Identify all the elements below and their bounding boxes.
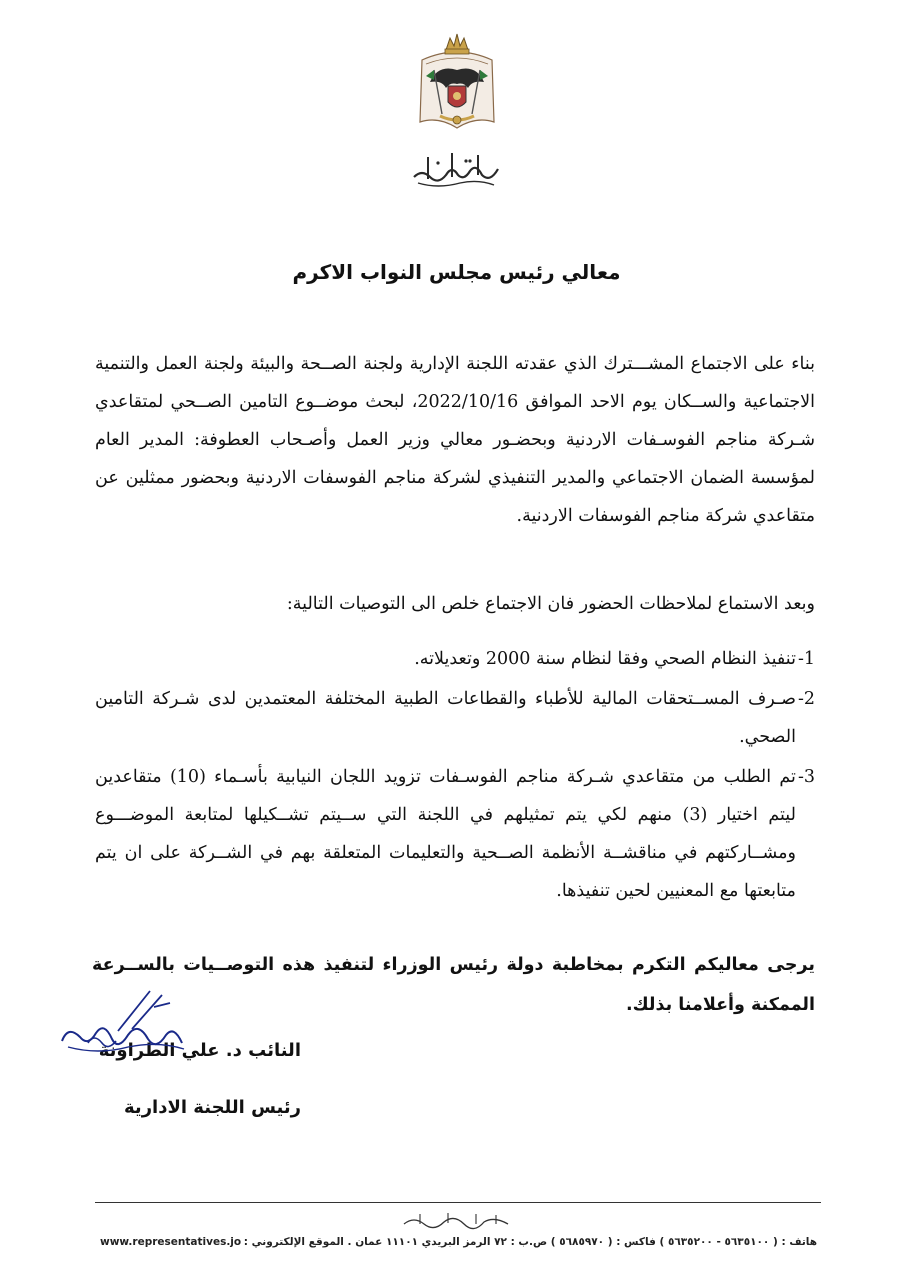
recommendations-list <box>95 640 815 912</box>
salutation-heading: معالي رئيس مجلس النواب الاكرم <box>292 260 621 284</box>
recommendation-text: صـرف المســتحقات المالية للأطباء والقطاعات الطبية المختلفة المعتمدين لدى شـركة التامين الصحي. <box>95 689 796 747</box>
recommendation-text: تنفيذ النظام الصحي وفقا لنظام سنة 2000 وتعديلاته. <box>414 649 796 669</box>
footer-divider <box>95 1202 821 1203</box>
recommendation-number: 1- <box>797 649 815 669</box>
recommendation-number: 3- <box>797 767 815 787</box>
recommendation-item <box>95 758 815 910</box>
footer-contact-details: هاتف : ( ٥٦٣٥١٠٠ - ٥٦٣٥٢٠٠ ) فاكس : ( ٥٦٨٥٩٧٠ ) ص.ب : ٧٢ الرمز البريدي ١١١٠١ عمان . الموقع الإلكتروني : <box>243 1236 817 1248</box>
footer-org-calligraphy <box>400 1210 512 1230</box>
handwritten-signature <box>58 985 188 1070</box>
house-of-representatives-calligraphy-logo <box>408 143 504 191</box>
recommendation-item <box>95 640 815 678</box>
recommendation-text: تم الطلب من متقاعدي شـركة مناجم الفوسـفات تزويد اللجان النيابية بأسـماء (10) متقاعدين ليتم اختيار (3) منهم لكي يتم تمثيلهم في اللجنة التي ســيتم تشــكيلها لمتابعة الموضـــوع ومشــاركتهم في مناقشــة الأنظمة الصــحية والتعليمات المتعلقة بهم في الشــركة على ان يتم متابعتها مع المعنيين لحين تنفيذها. <box>95 767 796 901</box>
recommendation-number: 2- <box>797 689 815 709</box>
footer-contact-line <box>100 1236 817 1254</box>
intro-paragraph: بناء على الاجتماع المشـــترك الذي عقدته اللجنة الإدارية ولجنة الصــحة والبيئة ولجنة العمل والتنمية الاجتماعية والســكان يوم الاحد الموافق 2022/10/16، لبحث موضــوع التامين الصــحي لمتقاعدي شـركة مناجم الفوسـفات الاردنية وبحضـور معالي وزير العمل وأصـحاب العطوفة: المدير العام لمؤسسة الضمان الاجتماعي والمدير التنفيذي لشركة مناجم الفوسفات الاردنية وبحضور ممثلين عن متقاعدي شركة مناجم الفوسفات الاردنية. <box>95 354 815 526</box>
closing-request: يرجى معاليكم التكرم بمخاطبة دولة رئيس الوزراء لتنفيذ هذه التوصــيات بالســرعة الممكنة وأعلامنا بذلك. <box>92 955 815 1015</box>
recommendation-item <box>95 680 815 756</box>
recommendations-lead: وبعد الاستماع لملاحظات الحضور فان الاجتماع خلص الى التوصيات التالية: <box>286 594 815 614</box>
jordan-royal-coat-of-arms-icon <box>416 30 498 132</box>
signatory-name: النائب د. علي الطراونة <box>98 1040 301 1061</box>
signatory-title: رئيس اللجنة الادارية <box>124 1097 301 1118</box>
footer-website-link[interactable]: www.representatives.jo <box>100 1236 242 1248</box>
